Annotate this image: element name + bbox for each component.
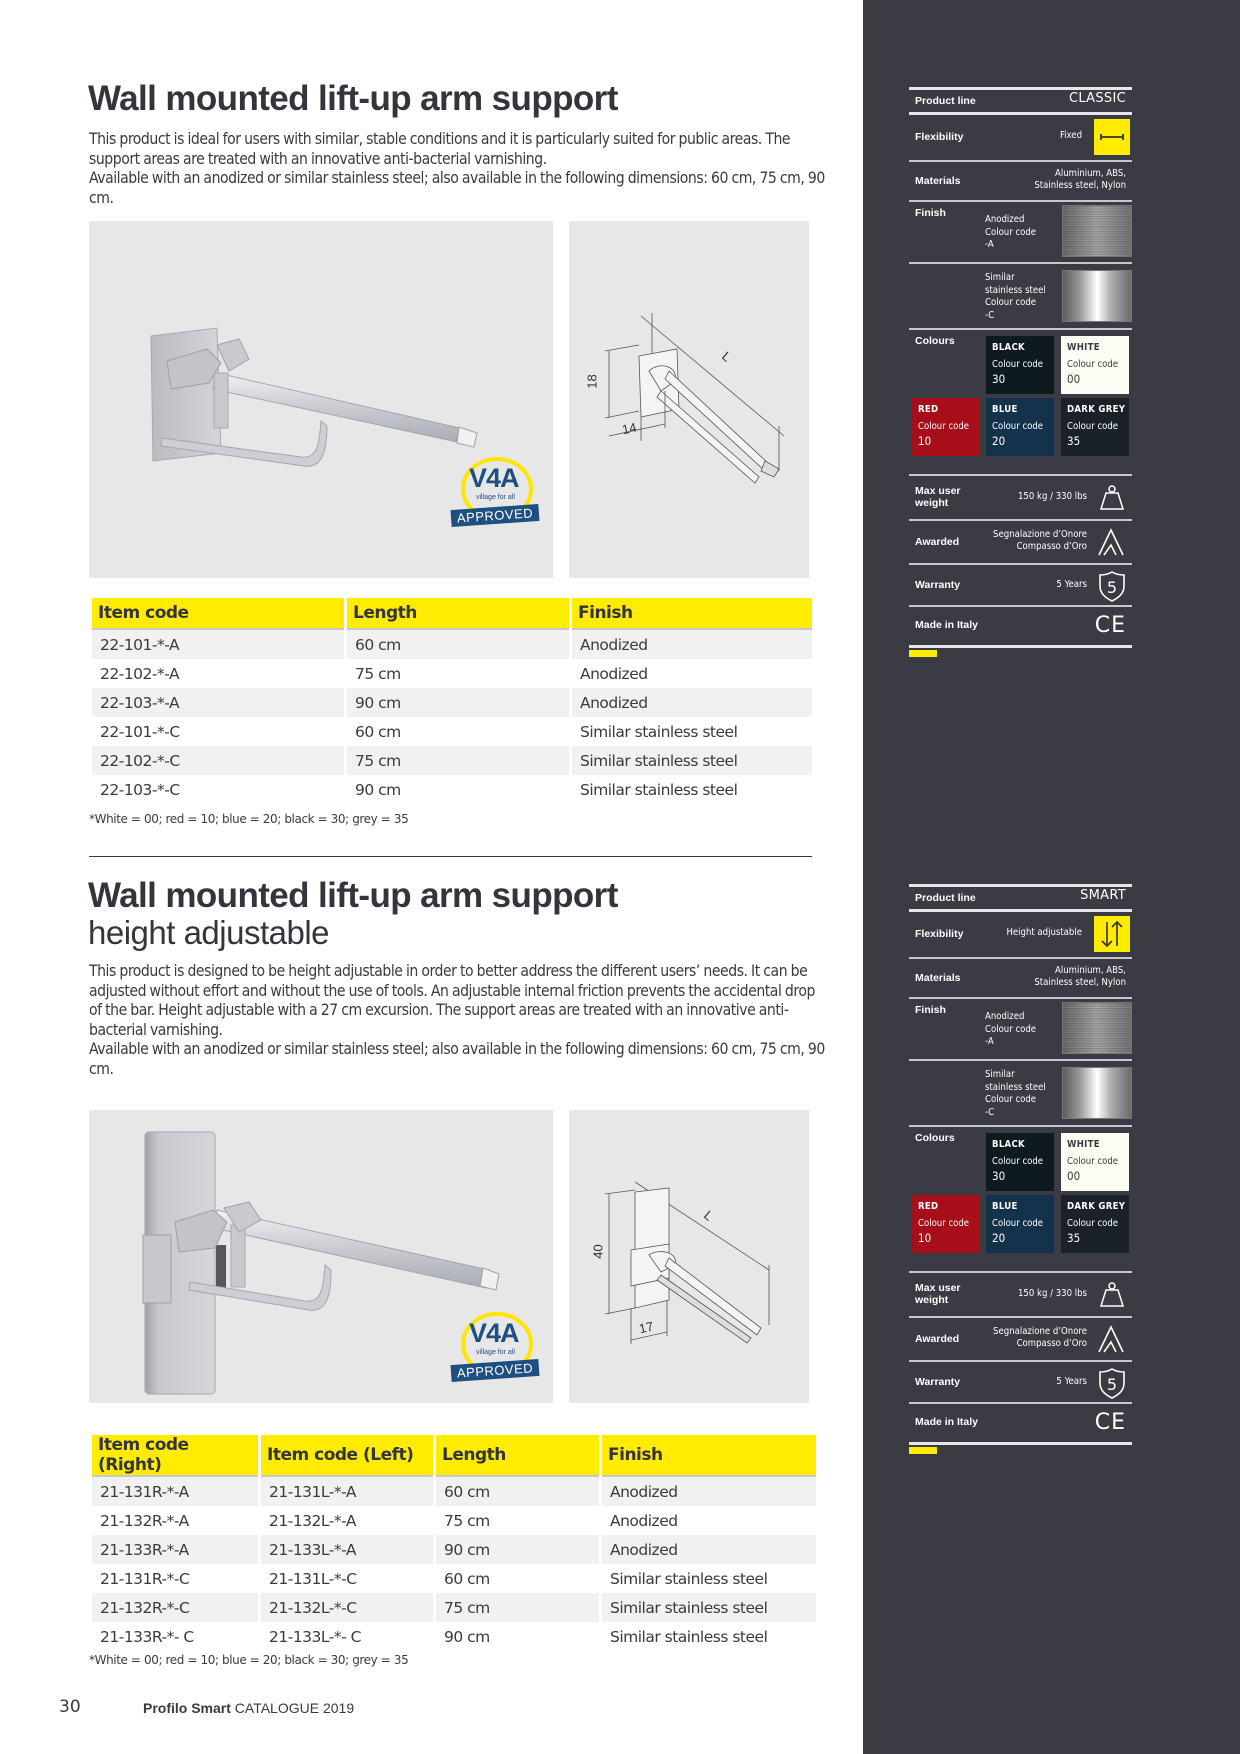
anodized-finish-swatch [1062, 1002, 1132, 1054]
award-line: Compasso d’Oro [1016, 1338, 1087, 1349]
colour-code_label: Colour code [992, 1156, 1044, 1167]
colour-code_label: Colour code [1067, 421, 1119, 432]
finish-steel-text [985, 272, 1046, 322]
finish-steel-text [985, 1069, 1046, 1119]
cell-item-code-left: 21-132L-*-A [269, 1511, 356, 1530]
spec-row-warranty [909, 563, 1132, 605]
table-row [92, 659, 812, 688]
cell-length: 90 cm [347, 688, 569, 717]
finish-anodized-text [985, 1011, 1036, 1049]
colour-name: DARK GREY [1067, 1201, 1126, 1212]
cell-length: 90 cm [436, 1535, 599, 1564]
spec-row-made-in [909, 1402, 1132, 1445]
spec-label: Awarded [915, 1333, 960, 1345]
finish-line: -A [985, 1036, 994, 1047]
spec-row-materials [909, 160, 1132, 200]
award-line: Compasso d’Oro [1016, 541, 1087, 552]
spec-label: Awarded [915, 536, 960, 548]
cell-item-code-left: 21-133L-*-A [261, 1535, 433, 1564]
catalogue-footer [143, 1700, 354, 1716]
cell-finish: Anodized [610, 1511, 678, 1530]
page-number: 30 [59, 1697, 81, 1717]
cell-item-code: 22-102-*-C [92, 746, 344, 775]
product-description [89, 130, 829, 208]
spec-label: Colours [915, 335, 955, 347]
table-row [92, 688, 812, 717]
spec-row-finish-a [909, 200, 1132, 262]
catalogue-label: CATALOGUE 2019 [234, 1700, 355, 1716]
colour-swatch-dark-grey [1061, 398, 1129, 456]
finish-line: Similar [985, 272, 1015, 283]
flexibility-value: Fixed [1059, 130, 1082, 141]
materials-value [1034, 965, 1126, 989]
colour-code_label: Colour code [992, 359, 1044, 370]
colour-name: WHITE [1067, 1139, 1100, 1150]
brand-name: Profilo Smart [143, 1700, 231, 1716]
warranty-icon-number: 5 [1106, 578, 1118, 597]
dim-depth-label: 14 [620, 419, 638, 438]
finish-line: stainless steel [985, 1081, 1046, 1093]
label-line: weight [915, 497, 949, 509]
finish-line: stainless steel [985, 284, 1046, 296]
cell-item-code-right: 21-132R-*-C [92, 1593, 258, 1622]
spec-label: Flexibility [915, 131, 964, 143]
finish-line: -C [985, 1106, 995, 1118]
cell-length: 90 cm [444, 1627, 490, 1646]
colour-footnote: *White = 00; red = 10; blue = 20; black = 30; grey = 35 [89, 812, 409, 826]
warranty-shield-icon [1098, 1367, 1126, 1399]
steel-finish-swatch [1062, 270, 1132, 322]
table-header: Item code (Left) [261, 1435, 433, 1477]
v4a-approved-badge [451, 1308, 541, 1390]
fixed-bar-icon [1094, 119, 1130, 155]
colour-swatch-black [986, 1133, 1054, 1191]
product-photo [89, 221, 553, 578]
cell-length: 75 cm [436, 1593, 599, 1622]
table-header-row [92, 1435, 816, 1477]
cell-item-code-left: 21-131L-*-C [269, 1569, 357, 1588]
product-line-value: CLASSIC [1068, 91, 1126, 106]
spec-row-colours [909, 328, 1132, 474]
item-table [89, 598, 815, 804]
finish-line: Colour code [985, 297, 1037, 308]
spec-label: Made in Italy [915, 1416, 979, 1428]
colour-code: 00 [1067, 1169, 1081, 1183]
cell-item-code-left: 21-133L-*- C [269, 1627, 361, 1646]
spec-row-colours [909, 1125, 1132, 1271]
spec-label: Warranty [915, 1376, 961, 1388]
product-photo [89, 1110, 553, 1403]
max-weight-value: 150 kg / 330 lbs [1018, 1288, 1087, 1299]
v4a-tagline: village for all [476, 1349, 515, 1356]
cell-finish: Anodized [602, 1477, 816, 1506]
cell-finish: Anodized [580, 664, 648, 683]
cell-finish: Similar stainless steel [580, 780, 738, 799]
materials-line: Aluminium, ABS, [1055, 965, 1126, 976]
dim-height-label: 18 [584, 374, 600, 389]
cell-length: 75 cm [444, 1511, 490, 1530]
description-paragraph: This product is ideal for users with similar, stable conditions and it is particularly suited for public areas. The support areas are treated with an innovative anti-bacterial varnishing. [89, 130, 791, 168]
cell-finish: Similar stainless steel [580, 722, 738, 741]
yellow-marker [909, 1447, 937, 1454]
award-line: Segnalazione d’Onore [993, 1326, 1087, 1337]
spec-label: Warranty [915, 579, 961, 591]
cell-item-code-right: 21-133R-*-A [92, 1535, 258, 1564]
section-divider [89, 856, 812, 857]
colour-code: 20 [992, 434, 1006, 448]
technical-drawing [569, 1110, 809, 1403]
spec-label: Colours [915, 1132, 955, 1144]
product-title: Wall mounted lift-up arm support [88, 79, 618, 118]
max-weight-value: 150 kg / 330 lbs [1018, 491, 1087, 502]
colour-code: 10 [918, 434, 932, 448]
cell-finish: Anodized [572, 630, 812, 659]
v4a-logo: V4A [469, 1318, 519, 1348]
dim-length-label: L [719, 348, 735, 365]
table-row [92, 775, 812, 804]
approved-label: APPROVED [451, 1359, 540, 1382]
cell-length: 60 cm [444, 1569, 490, 1588]
cell-item-code-left: 21-131L-*-A [261, 1477, 433, 1506]
spec-row-max-weight [909, 1271, 1132, 1316]
table-row [92, 1477, 816, 1506]
spec-label [915, 485, 961, 509]
label-line: weight [915, 1294, 949, 1306]
dim-height-label: 40 [590, 1244, 606, 1259]
weight-icon [1098, 483, 1126, 511]
cell-item-code: 22-101-*-C [100, 722, 180, 741]
spec-panel [909, 87, 1132, 648]
spec-row-materials [909, 957, 1132, 997]
colour-code: 30 [992, 372, 1006, 386]
table-header: Length [436, 1435, 599, 1477]
colour-name: BLACK [992, 342, 1025, 353]
materials-value [1034, 168, 1126, 192]
warranty-value: 5 Years [1056, 1376, 1087, 1387]
cell-item-code-right: 21-133R-*- C [100, 1627, 194, 1646]
finish-line: Anodized [985, 214, 1025, 225]
colour-footnote: *White = 00; red = 10; blue = 20; black = 30; grey = 35 [89, 1653, 409, 1667]
weight-icon [1098, 1280, 1126, 1308]
cell-finish: Anodized [602, 1535, 816, 1564]
colour-name: BLUE [992, 404, 1018, 415]
warranty-shield-icon [1098, 570, 1126, 602]
cell-length: 60 cm [436, 1477, 599, 1506]
spec-row-made-in [909, 605, 1132, 648]
label-line: Max user [915, 485, 961, 497]
finish-line: -A [985, 239, 994, 250]
colour-swatch-blue [986, 398, 1054, 456]
award-line: Segnalazione d’Onore [993, 529, 1087, 540]
spec-row-product-line [909, 87, 1132, 112]
product-title: Wall mounted lift-up arm support [88, 876, 618, 915]
colour-code: 35 [1067, 434, 1081, 448]
cell-item-code-right: 21-132R-*-A [100, 1511, 189, 1530]
approved-label: APPROVED [451, 504, 540, 527]
spec-label [915, 1282, 961, 1306]
colour-name: DARK GREY [1067, 404, 1126, 415]
finish-line: Colour code [985, 1094, 1037, 1105]
spec-row-awarded [909, 1316, 1132, 1360]
spec-row-finish-c [909, 1059, 1132, 1125]
colour-name: WHITE [1067, 342, 1100, 353]
colour-code_label: Colour code [1067, 359, 1119, 370]
item-table [89, 1435, 819, 1651]
spec-label: Materials [915, 972, 961, 984]
spec-panel [909, 884, 1132, 1445]
ce-mark-icon: CE [1094, 613, 1126, 638]
colour-code: 35 [1067, 1231, 1081, 1245]
colour-swatch-white [1061, 1133, 1129, 1191]
up-down-arrows-icon [1094, 916, 1130, 952]
label-line: Max user [915, 1282, 961, 1294]
colour-code_label: Colour code [1067, 1156, 1119, 1167]
materials-line: Aluminium, ABS, [1055, 168, 1126, 179]
table-header: Length [347, 598, 569, 630]
table-row [92, 1564, 816, 1593]
spec-label: Finish [915, 1004, 946, 1016]
v4a-logo: V4A [469, 463, 519, 493]
description-paragraph: This product is designed to be height adjustable in order to better address the different users’ needs. It can be adjusted without effort and without the use of tools. An adjustable internal friction prevents the accidental drop of the bar. Height adjustable with a 27 cm excursion. The support areas are treated with an innovative anti-bacterial varnishing. [89, 962, 815, 1039]
ce-mark-icon: CE [1094, 1410, 1126, 1435]
spec-row-finish-c [909, 262, 1132, 328]
spec-label: Product line [915, 892, 976, 904]
warranty-value: 5 Years [1056, 579, 1087, 590]
finish-line: Anodized [985, 1011, 1025, 1022]
spec-label: Product line [915, 95, 976, 107]
product-line-value: SMART [1080, 888, 1126, 903]
dim-length-label: L [701, 1207, 717, 1224]
finish-anodized-text [985, 214, 1036, 252]
cell-item-code: 22-102-*-A [100, 664, 180, 683]
dim-depth-label: 17 [637, 1318, 655, 1337]
cell-item-code-left: 21-132L-*-C [261, 1593, 433, 1622]
cell-length: 90 cm [355, 780, 401, 799]
flexibility-value: Height adjustable [1006, 927, 1082, 938]
table-row [92, 717, 812, 746]
spec-label: Finish [915, 207, 946, 219]
colour-code_label: Colour code [918, 1218, 970, 1229]
table-header: Finish [602, 1435, 816, 1477]
colour-name: BLACK [992, 1139, 1025, 1150]
colour-swatch-black [986, 336, 1054, 394]
cell-item-code-right: 21-131R-*-A [92, 1477, 258, 1506]
colour-name: RED [918, 404, 939, 415]
cell-finish: Similar stainless steel [610, 1627, 768, 1646]
colour-code_label: Colour code [1067, 1218, 1119, 1229]
cell-finish: Similar stainless steel [572, 746, 812, 775]
cell-length: 75 cm [347, 746, 569, 775]
table-header: Item code [92, 598, 344, 630]
colour-code_label: Colour code [918, 421, 970, 432]
table-row [92, 1506, 816, 1535]
table-header: Item code (Right) [92, 1435, 258, 1477]
table-row [92, 1535, 816, 1564]
spec-row-flexibility [909, 909, 1132, 957]
table-row [92, 630, 812, 659]
spec-row-max-weight [909, 474, 1132, 519]
finish-line: Colour code [985, 226, 1037, 238]
finish-line: Colour code [985, 1023, 1037, 1035]
warranty-icon-number: 5 [1106, 1375, 1118, 1394]
cell-item-code: 22-103-*-C [100, 780, 180, 799]
cell-finish: Similar stainless steel [602, 1593, 816, 1622]
cell-item-code: 22-103-*-A [92, 688, 344, 717]
spec-row-finish-a [909, 997, 1132, 1059]
table-header: Finish [572, 598, 812, 630]
yellow-marker [909, 650, 937, 657]
dimension-drawing [569, 221, 809, 578]
cell-finish: Similar stainless steel [610, 1569, 768, 1588]
spec-label: Flexibility [915, 928, 964, 940]
colour-code: 20 [992, 1231, 1006, 1245]
table-row [92, 1622, 816, 1651]
awarded-value [993, 1326, 1087, 1350]
compasso-doro-icon [1096, 1324, 1126, 1354]
colour-swatch-dark-grey [1061, 1195, 1129, 1253]
spec-label: Made in Italy [915, 619, 979, 631]
table-row [92, 1593, 816, 1622]
cell-length: 75 cm [355, 664, 401, 683]
spec-row-flexibility [909, 112, 1132, 160]
colour-code: 00 [1067, 372, 1081, 386]
compasso-doro-icon [1096, 527, 1126, 557]
product-subtitle: height adjustable [88, 914, 330, 951]
product-description [89, 962, 829, 1079]
colour-name: RED [918, 1201, 939, 1212]
colour-code_label: Colour code [992, 421, 1044, 432]
description-paragraph: Available with an anodized or similar stainless steel; also available in the following dimensions: 60 cm, 75 cm, 90 cm. [89, 169, 825, 207]
table-row [92, 746, 812, 775]
colour-code_label: Colour code [992, 1218, 1044, 1229]
colour-swatch-red [912, 398, 980, 456]
colour-code: 10 [918, 1231, 932, 1245]
table-header-row [92, 598, 812, 630]
colour-code: 30 [992, 1169, 1006, 1183]
spec-row-warranty [909, 1360, 1132, 1402]
technical-drawing [569, 221, 809, 578]
cell-length: 60 cm [347, 630, 569, 659]
cell-length: 60 cm [355, 722, 401, 741]
awarded-value [993, 529, 1087, 553]
description-paragraph: Available with an anodized or similar stainless steel; also available in the following dimensions: 60 cm, 75 cm, 90 cm. [89, 1040, 825, 1078]
colour-name: BLUE [992, 1201, 1018, 1212]
v4a-approved-badge [451, 453, 541, 535]
finish-line: -C [985, 309, 995, 321]
cell-item-code: 22-101-*-A [92, 630, 344, 659]
cell-finish: Anodized [572, 688, 812, 717]
colour-swatch-red [912, 1195, 980, 1253]
v4a-tagline: village for all [476, 494, 515, 501]
colour-swatch-blue [986, 1195, 1054, 1253]
spec-row-product-line [909, 884, 1132, 909]
cell-item-code-right: 21-131R-*-C [100, 1569, 190, 1588]
materials-line: Stainless steel, Nylon [1034, 180, 1126, 191]
colour-swatch-white [1061, 336, 1129, 394]
spec-label: Materials [915, 175, 961, 187]
materials-line: Stainless steel, Nylon [1034, 977, 1126, 988]
spec-row-awarded [909, 519, 1132, 563]
anodized-finish-swatch [1062, 205, 1132, 257]
finish-line: Similar [985, 1069, 1015, 1080]
steel-finish-swatch [1062, 1067, 1132, 1119]
